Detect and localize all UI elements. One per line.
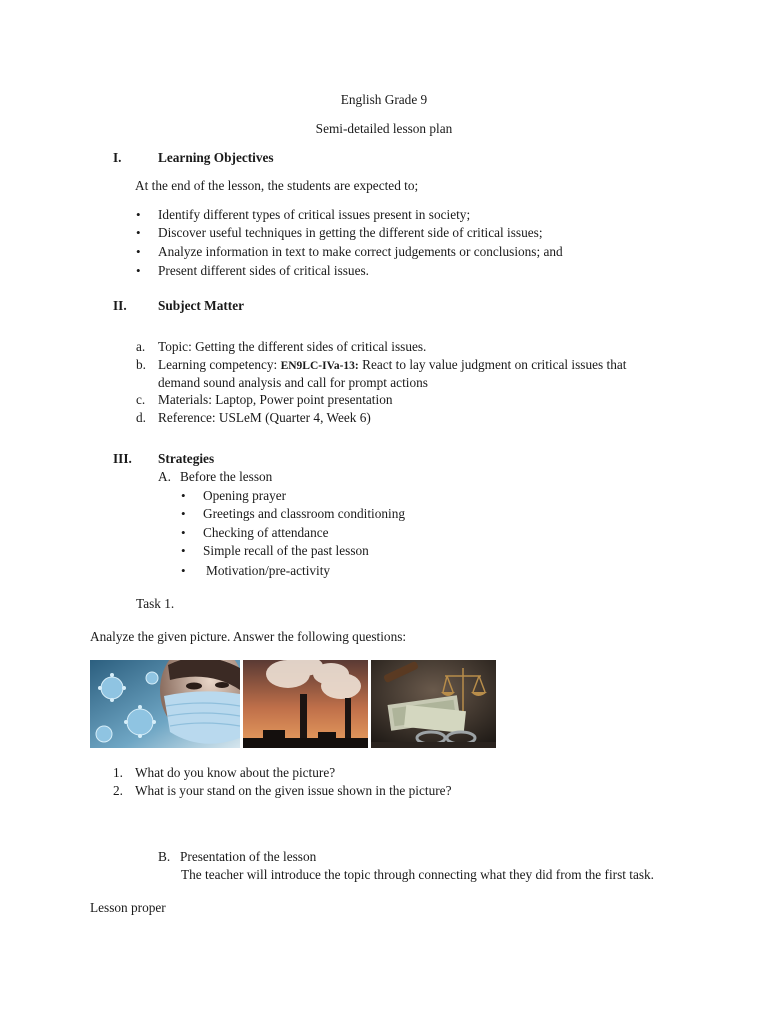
item-letter: b.: [136, 357, 146, 372]
part-a-title: Before the lesson: [180, 469, 273, 484]
task-label: Task 1.: [136, 596, 175, 611]
item-letter: a.: [136, 339, 146, 354]
competency-code: EN9LC-IVa-13:: [280, 360, 359, 372]
part-b-letter: B.: [158, 849, 171, 864]
part-a-letter: A.: [158, 469, 171, 484]
strategy-item: Motivation/pre-activity: [206, 563, 331, 578]
competency-text-continued: demand sound analysis and call for prompt actions: [158, 375, 428, 390]
competency-item: [158, 357, 626, 373]
bullet-glyph: •: [181, 506, 186, 521]
question-number: 2.: [113, 783, 123, 798]
objective-item: Identify different types of critical issues present in society;: [158, 207, 471, 222]
bullet-glyph: •: [181, 488, 186, 503]
competency-prefix: Learning competency:: [158, 357, 278, 372]
strategy-item: Greetings and classroom conditioning: [203, 506, 405, 521]
factory-smokestacks-image: [243, 660, 368, 748]
section-1-title: Learning Objectives: [158, 150, 274, 165]
strategy-item: Simple recall of the past lesson: [203, 543, 369, 558]
strategy-item: Checking of attendance: [203, 525, 329, 540]
question-number: 1.: [113, 765, 123, 780]
masked-face-virus-image: [90, 660, 240, 748]
objectives-intro: At the end of the lesson, the students are expected to;: [135, 178, 419, 193]
item-letter: d.: [136, 410, 146, 425]
bullet-glyph: •: [136, 225, 141, 240]
section-3-numeral: III.: [113, 451, 132, 466]
strategy-item: Opening prayer: [203, 488, 287, 503]
item-letter: c.: [136, 392, 146, 407]
part-b-title: Presentation of the lesson: [180, 849, 317, 864]
part-b-text: The teacher will introduce the topic through connecting what they did from the first task.: [181, 867, 655, 882]
objective-item: Analyze information in text to make correct judgements or conclusions; and: [158, 244, 563, 259]
lesson-proper-label: Lesson proper: [90, 900, 166, 915]
bullet-glyph: •: [136, 244, 141, 259]
bullet-glyph: •: [181, 525, 186, 540]
task-instruction: Analyze the given picture. Answer the following questions:: [90, 629, 407, 644]
materials-item: Materials: Laptop, Power point presentation: [158, 392, 393, 407]
section-3-title: Strategies: [158, 451, 215, 466]
section-1-numeral: I.: [113, 150, 122, 165]
plan-type-title: Semi-detailed lesson plan: [315, 121, 453, 136]
question-item: What is your stand on the given issue shown in the picture?: [135, 783, 452, 798]
bullet-glyph: •: [181, 543, 186, 558]
justice-scale-money-image: [371, 660, 496, 748]
section-2-title: Subject Matter: [158, 298, 245, 313]
topic-item: Topic: Getting the different sides of critical issues.: [158, 339, 427, 354]
section-2-numeral: II.: [113, 298, 127, 313]
bullet-glyph: •: [136, 207, 141, 222]
competency-text: React to lay value judgment on critical issues that: [362, 357, 627, 372]
question-item: What do you know about the picture?: [135, 765, 336, 780]
objective-item: Discover useful techniques in getting the different side of critical issues;: [158, 225, 543, 240]
objective-item: Present different sides of critical issues.: [158, 263, 369, 278]
bullet-glyph: •: [181, 563, 186, 578]
reference-item: Reference: USLeM (Quarter 4, Week 6): [158, 410, 371, 425]
subject-title: English Grade 9: [340, 92, 428, 107]
bullet-glyph: •: [136, 263, 141, 278]
